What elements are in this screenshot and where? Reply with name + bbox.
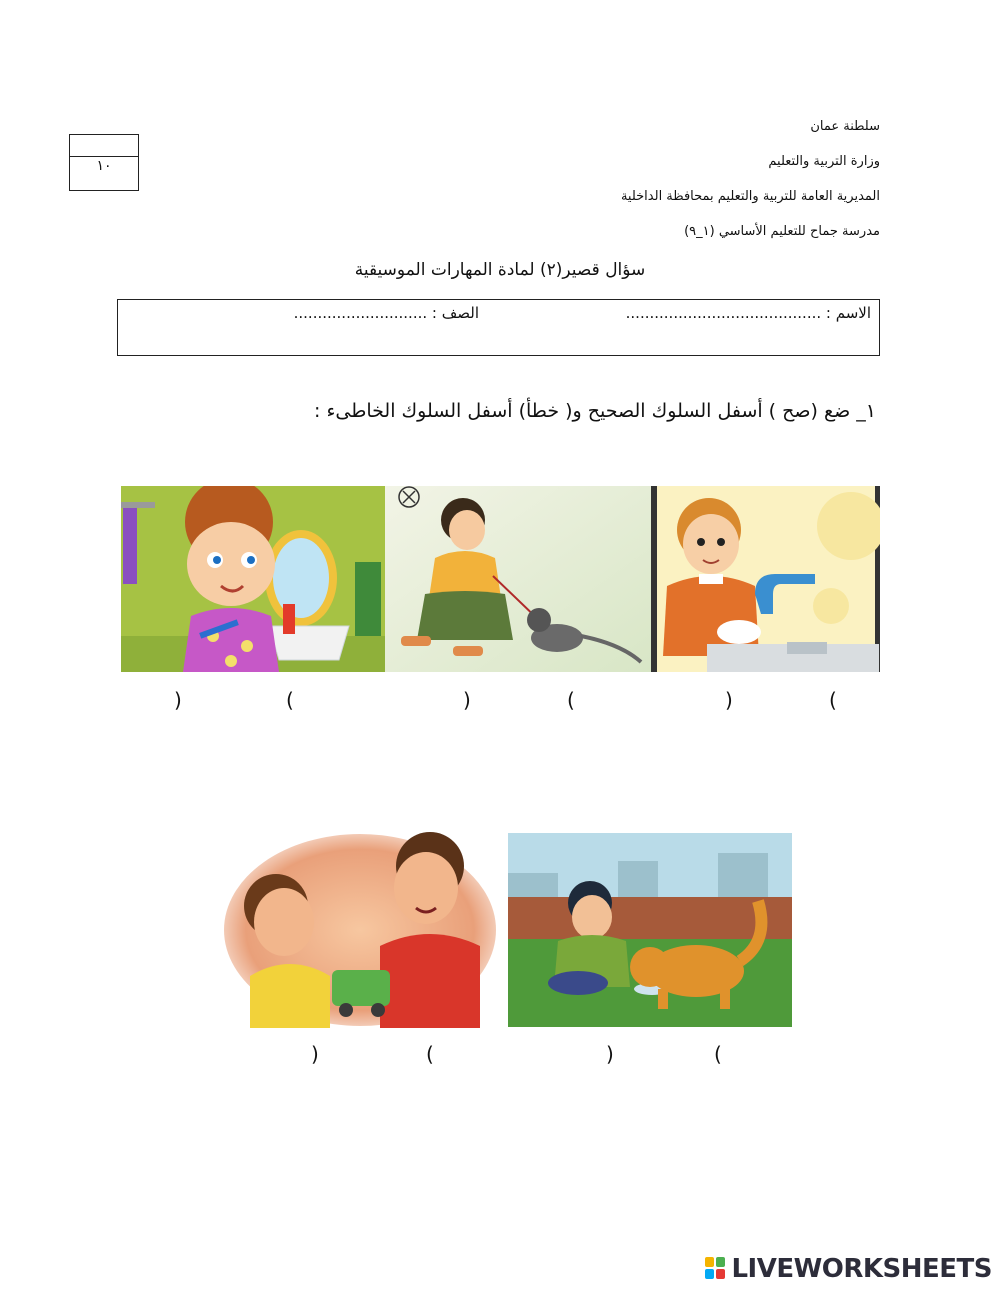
answer-4-open: ) — [311, 1042, 319, 1066]
student-info-box — [117, 299, 880, 356]
girl-pulling-cat-icon — [385, 486, 651, 672]
header-school: مدرسة جماح للتعليم الأساسي (١_٩) — [684, 224, 880, 239]
worksheet-title: سؤال قصير(٢) لمادة المهارات الموسيقية — [354, 260, 646, 280]
answer-5-close: ( — [714, 1042, 722, 1066]
answer-2-close: ( — [567, 688, 575, 712]
class-field[interactable]: الصف : ............................ — [293, 304, 479, 322]
name-field[interactable]: الاسم : ......................................... — [625, 304, 871, 322]
answer-3-open: ) — [725, 688, 733, 712]
boy-feeding-cat-image — [508, 833, 792, 1027]
boy-brushing-teeth-image — [121, 486, 385, 672]
feeding-cat-icon — [508, 833, 792, 1027]
liveworksheets-logo — [705, 1254, 992, 1284]
answer-5-open: ) — [606, 1042, 614, 1066]
header-country: سلطنة عمان — [810, 119, 880, 134]
brushing-teeth-icon — [121, 486, 385, 672]
answer-3-close: ( — [829, 688, 837, 712]
boy-washing-hands-image — [651, 486, 880, 672]
liveworksheets-brand: LIVEWORKSHEETS — [731, 1254, 992, 1284]
score-box — [69, 134, 139, 191]
answer-4-close: ( — [426, 1042, 434, 1066]
washing-hands-icon — [651, 486, 880, 672]
score-value: ١٠ — [96, 158, 112, 174]
girl-pulling-cat-image — [385, 486, 651, 672]
liveworksheets-logo-icon — [705, 1257, 727, 1281]
header-ministry: وزارة التربية والتعليم — [768, 154, 880, 169]
header-directorate: المديرية العامة للتربية والتعليم بمحافظة الداخلية — [620, 189, 880, 204]
answer-1-open: ) — [174, 688, 182, 712]
answer-2-open: ) — [463, 688, 471, 712]
boys-fighting-icon — [220, 826, 500, 1028]
boys-fighting-image — [220, 826, 500, 1028]
answer-1-close: ( — [286, 688, 294, 712]
question-text: ١_ ضع (صح ) أسفل السلوك الصحيح و( خطأ) أسفل السلوك الخاطىء : — [314, 400, 876, 422]
